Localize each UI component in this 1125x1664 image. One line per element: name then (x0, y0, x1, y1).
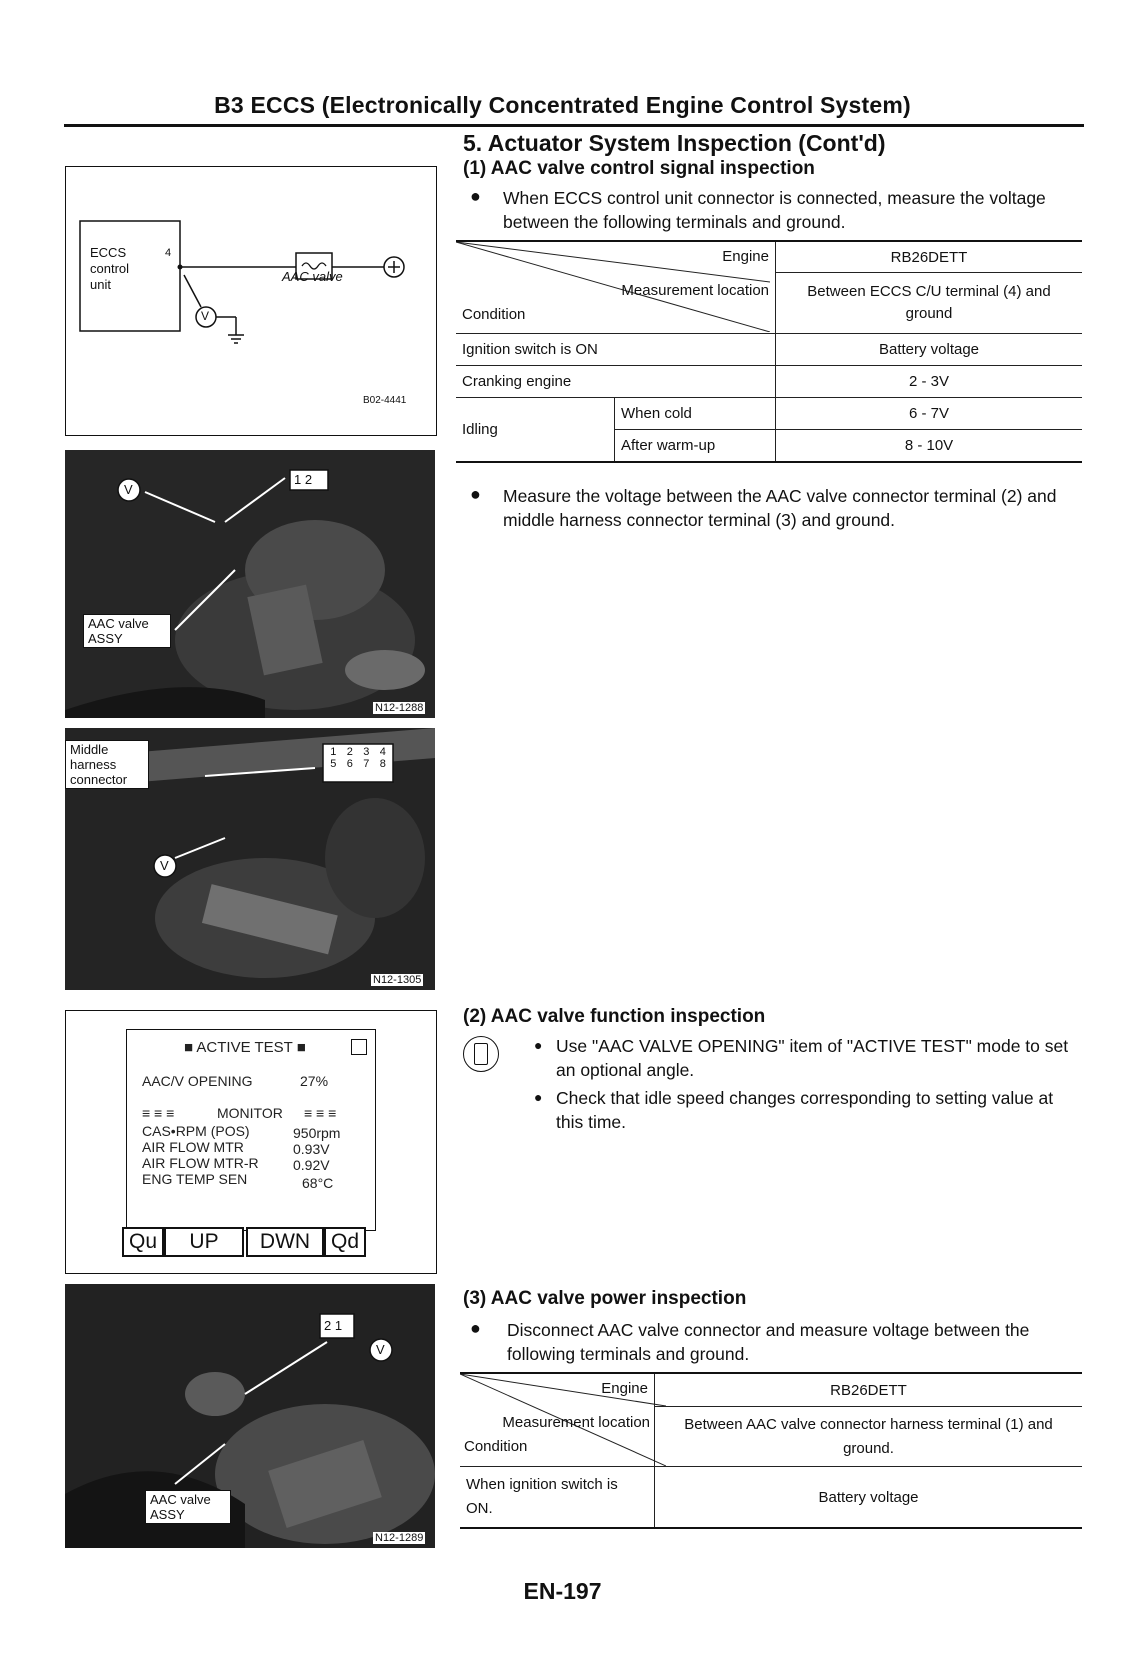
consult-screen-figure (65, 1010, 437, 1274)
voltage-table-1 (456, 240, 1082, 463)
voltmeter-label: V (376, 1342, 385, 1357)
consult-tool-icon (463, 1036, 499, 1072)
aac-opening-item: AAC/V OPENING (142, 1073, 253, 1089)
sub2-title: (2) AAC valve function inspection (463, 1006, 766, 1027)
monitor-row-label: ENG TEMP SEN (142, 1171, 248, 1187)
monitor-row-value: 0.92V (293, 1157, 330, 1173)
condition-cell: When cold (615, 398, 776, 430)
square-icon: ■ (184, 1039, 194, 1056)
aac-valve-power-photo-art (65, 1284, 435, 1548)
monitor-label: MONITOR (217, 1105, 283, 1121)
connector-pins-bottom (325, 758, 391, 770)
monitor-row-value: 950rpm (293, 1125, 341, 1141)
measurement-value: Between ECCS C/U terminal (4) and ground (776, 273, 1083, 334)
pin: 8 (379, 758, 386, 770)
sub3-bullet1: Disconnect AAC valve connector and measure voltage between the following terminals and ground. (507, 1320, 1030, 1364)
page-header-title: B3 ECCS (Electronically Concentrated Engine Control System) (214, 92, 911, 118)
photo-code: N12-1305 (373, 974, 422, 986)
monitor-row-label: CAS•RPM (POS) (142, 1123, 250, 1139)
section-title: 5. Actuator System Inspection (Cont'd) (463, 130, 886, 156)
aac-valve-label: AAC valve (282, 269, 343, 284)
voltmeter-symbol-label: V (201, 309, 210, 323)
engine-label: Engine (601, 1380, 648, 1397)
monitor-row-value: 68°C (302, 1175, 334, 1191)
monitor-row-value: 0.93V (293, 1141, 330, 1157)
pin: 2 (346, 746, 353, 758)
dwn-key[interactable]: DWN (246, 1227, 324, 1257)
checkbox-icon (351, 1039, 367, 1055)
bullet-icon: ● (470, 484, 481, 504)
engine-label: Engine (722, 248, 769, 265)
photo-code: N12-1289 (375, 1532, 424, 1544)
pin: 1 (330, 746, 337, 758)
aac-valve-photo-art (65, 450, 435, 718)
aac-opening-value: 27% (300, 1073, 329, 1089)
condition-cell: Cranking engine (456, 366, 776, 398)
engine-value: RB26DETT (776, 241, 1083, 273)
connector-terminals-label: 2 1 (324, 1318, 343, 1333)
sub2-bullet1: Use "AAC VALVE OPENING" item of "ACTIVE TEST" mode to set an optional angle. (556, 1036, 1069, 1080)
square-icon: ■ (296, 1039, 306, 1056)
aac-valve-callout: AAC valve ASSY (83, 614, 171, 648)
bullet-icon: ● (534, 1089, 543, 1105)
circuit-diagram-figure (65, 166, 437, 436)
condition-cell: Ignition switch is ON (456, 334, 776, 366)
monitor-divider-right: ≡ ≡ ≡ (304, 1105, 337, 1121)
condition-cell: After warm-up (615, 430, 776, 463)
middle-harness-callout: Middle harness connector (65, 740, 149, 789)
up-key[interactable]: UP (164, 1227, 244, 1257)
sub3-title: (3) AAC valve power inspection (463, 1288, 747, 1309)
pin: 5 (330, 758, 337, 770)
idling-cell: Idling (456, 398, 615, 463)
measurement-value: Between AAC valve connector harness terminal (1) and ground. (655, 1407, 1083, 1467)
ecu-terminal-number: 4 (165, 247, 172, 259)
condition-label: Condition (462, 306, 526, 323)
table-header-diagonal-cell (460, 1373, 655, 1467)
aac-valve-callout: AAC valve ASSY (145, 1490, 231, 1524)
sub1-title: (1) AAC valve control signal inspection (463, 158, 815, 179)
condition-label: Condition (464, 1438, 528, 1455)
ecu-label: ECCS control unit (90, 245, 130, 292)
mode-label: ACTIVE TEST (196, 1039, 293, 1056)
condition-cell: When ignition switch is ON. (460, 1467, 655, 1529)
harness-connector-pins (325, 746, 391, 770)
value-cell: 8 - 10V (776, 430, 1083, 463)
header-rule (64, 124, 1084, 127)
value-cell: 6 - 7V (776, 398, 1083, 430)
value-cell: 2 - 3V (776, 366, 1083, 398)
engine-value: RB26DETT (655, 1373, 1083, 1407)
sub2-bullet2: Check that idle speed changes corresponding to setting value at this time. (556, 1088, 1054, 1132)
monitor-divider-left: ≡ ≡ ≡ (142, 1105, 175, 1121)
qd-key[interactable]: Qd (324, 1227, 366, 1257)
bullet-icon: ● (470, 1318, 481, 1338)
voltmeter-label: V (160, 858, 169, 873)
table-row (456, 366, 1082, 398)
measurement-label: Measurement location (621, 282, 769, 299)
bullet-icon: ● (534, 1037, 543, 1053)
connector-pins-top (325, 746, 391, 758)
aac-valve-photo (65, 450, 435, 718)
page-number: EN-197 (523, 1578, 602, 1604)
consult-tool-icon-body (474, 1043, 488, 1065)
measurement-label: Measurement location (502, 1414, 650, 1431)
active-test-title (184, 1039, 306, 1056)
value-cell: Battery voltage (655, 1467, 1083, 1529)
voltage-table-2 (460, 1372, 1082, 1529)
monitor-row-label: AIR FLOW MTR (142, 1139, 244, 1155)
middle-harness-photo (65, 728, 435, 990)
table-row (460, 1467, 1082, 1529)
table-header-diagonal-cell (456, 241, 776, 334)
aac-valve-power-photo (65, 1284, 435, 1548)
value-cell: Battery voltage (776, 334, 1083, 366)
bullet-icon: ● (470, 186, 481, 206)
photo-code: N12-1288 (375, 702, 424, 714)
pin: 4 (379, 746, 386, 758)
pin: 3 (363, 746, 370, 758)
sub1-bullet2: Measure the voltage between the AAC valve connector terminal (2) and middle harness connector terminal (3) and ground. (503, 486, 1057, 530)
monitor-row-label: AIR FLOW MTR-R (142, 1155, 259, 1171)
figure-code: B02-4441 (363, 395, 407, 406)
table-row (456, 334, 1082, 366)
sub1-bullet1: When ECCS control unit connector is connected, measure the voltage between the following terminals and ground. (503, 188, 1046, 232)
connector-terminals-label: 1 2 (294, 472, 313, 487)
table-row (456, 398, 1082, 430)
pin: 7 (363, 758, 370, 770)
pin: 6 (346, 758, 353, 770)
qu-key[interactable]: Qu (122, 1227, 164, 1257)
voltmeter-label: V (124, 482, 133, 497)
